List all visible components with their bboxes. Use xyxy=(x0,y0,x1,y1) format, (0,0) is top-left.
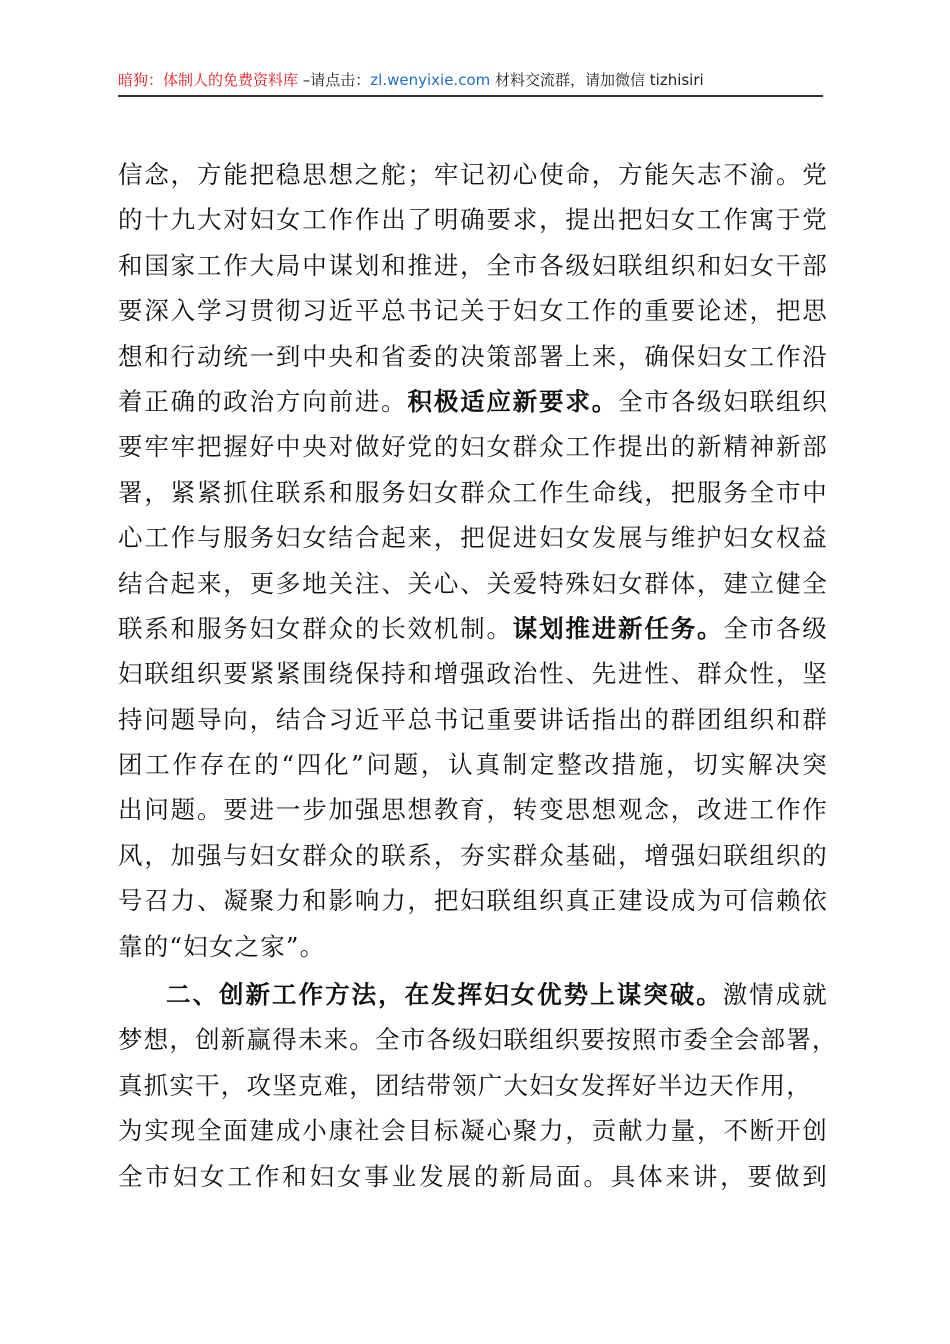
text-line: 号召力、凝聚力和影响力，把妇联组织真正建设成为可信赖依 xyxy=(118,886,828,916)
text-line: 想和行动统一到中央和省委的决策部署上来，确保妇女工作沿 xyxy=(118,341,828,371)
text-line: 和国家工作大局中谋划和推进，全市各级妇联组织和妇女干部 xyxy=(118,250,828,280)
text-line: 心工作与服务妇女结合起来，把促进妇女发展与维护妇女权益 xyxy=(118,523,828,553)
text-line: 靠的“妇女之家”。 xyxy=(118,931,326,961)
text-line: 妇联组织要紧紧围绕保持和增强政治性、先进性、群众性，坚 xyxy=(118,659,828,689)
text-line: 梦想，创新赢得未来。全市各级妇联组织要按照市委全会部署， xyxy=(118,1025,838,1055)
text-line: 的十九大对妇女工作作出了明确要求，提出把妇女工作寓于党 xyxy=(118,205,828,235)
site-name: 暗狗：体制人的免费资料库 xyxy=(118,71,299,89)
bold-heading: 谋划推进新任务。 xyxy=(512,613,724,643)
text-line: 联系和服务妇女群众的长效机制。谋划推进新任务。全市各级 xyxy=(118,613,828,643)
text-line: 持问题导向，结合习近平总书记重要讲话指出的群团组织和群 xyxy=(118,704,828,734)
text-line: 为实现全面建成小康社会目标凝心聚力，贡献力量，不断开创 xyxy=(118,1116,828,1146)
text-line: 要深入学习贯彻习近平总书记关于妇女工作的重要论述，把思 xyxy=(118,296,828,326)
watermark-header xyxy=(118,68,823,92)
text-line: 要牢牢把握好中央对做好党的妇女群众工作提出的新精神新部 xyxy=(118,432,828,462)
text-line: 真抓实干，攻坚克难，团结带领广大妇女发挥好半边天作用， xyxy=(118,1070,812,1100)
text-line: 信念，方能把稳思想之舵；牢记初心使命，方能矢志不渝。党 xyxy=(118,160,828,189)
paragraph-2 xyxy=(118,972,838,1199)
section-heading: 二、创新工作方法，在发挥妇女优势上谋突破。 xyxy=(166,980,723,1009)
text-line: 结合起来，更多地关注、关心、关爱特殊妇女群体，建立健全 xyxy=(118,568,828,598)
bold-heading: 积极适应新要求。 xyxy=(407,386,619,416)
text-line: 全市妇女工作和妇女事业发展的新局面。具体来讲，要做到 xyxy=(118,1161,828,1191)
header-divider xyxy=(118,95,823,97)
text-line: 团工作存在的“四化”问题，认真制定整改措施，切实解决突 xyxy=(118,750,828,780)
text-line: 出问题。要进一步加强思想教育，转变思想观念，改进工作作 xyxy=(118,795,828,825)
cta-text: –请点击： xyxy=(298,71,371,89)
text-line: 风，加强与妇女群众的联系，夯实群众基础，增强妇联组织的 xyxy=(118,840,828,870)
text-line: 二、创新工作方法，在发挥妇女优势上谋突破。激情成就 xyxy=(166,980,828,1009)
paragraph-1 xyxy=(118,152,828,969)
site-link[interactable]: zl.wenyixie.com xyxy=(370,71,491,89)
text-line: 着正确的政治方向前进。积极适应新要求。全市各级妇联组织 xyxy=(118,386,828,416)
text-line: 署，紧紧抓住联系和服务妇女群众工作生命线，把服务全市中 xyxy=(118,477,828,507)
wechat-text: 材料交流群，请加微信 tizhisiri xyxy=(490,71,704,89)
